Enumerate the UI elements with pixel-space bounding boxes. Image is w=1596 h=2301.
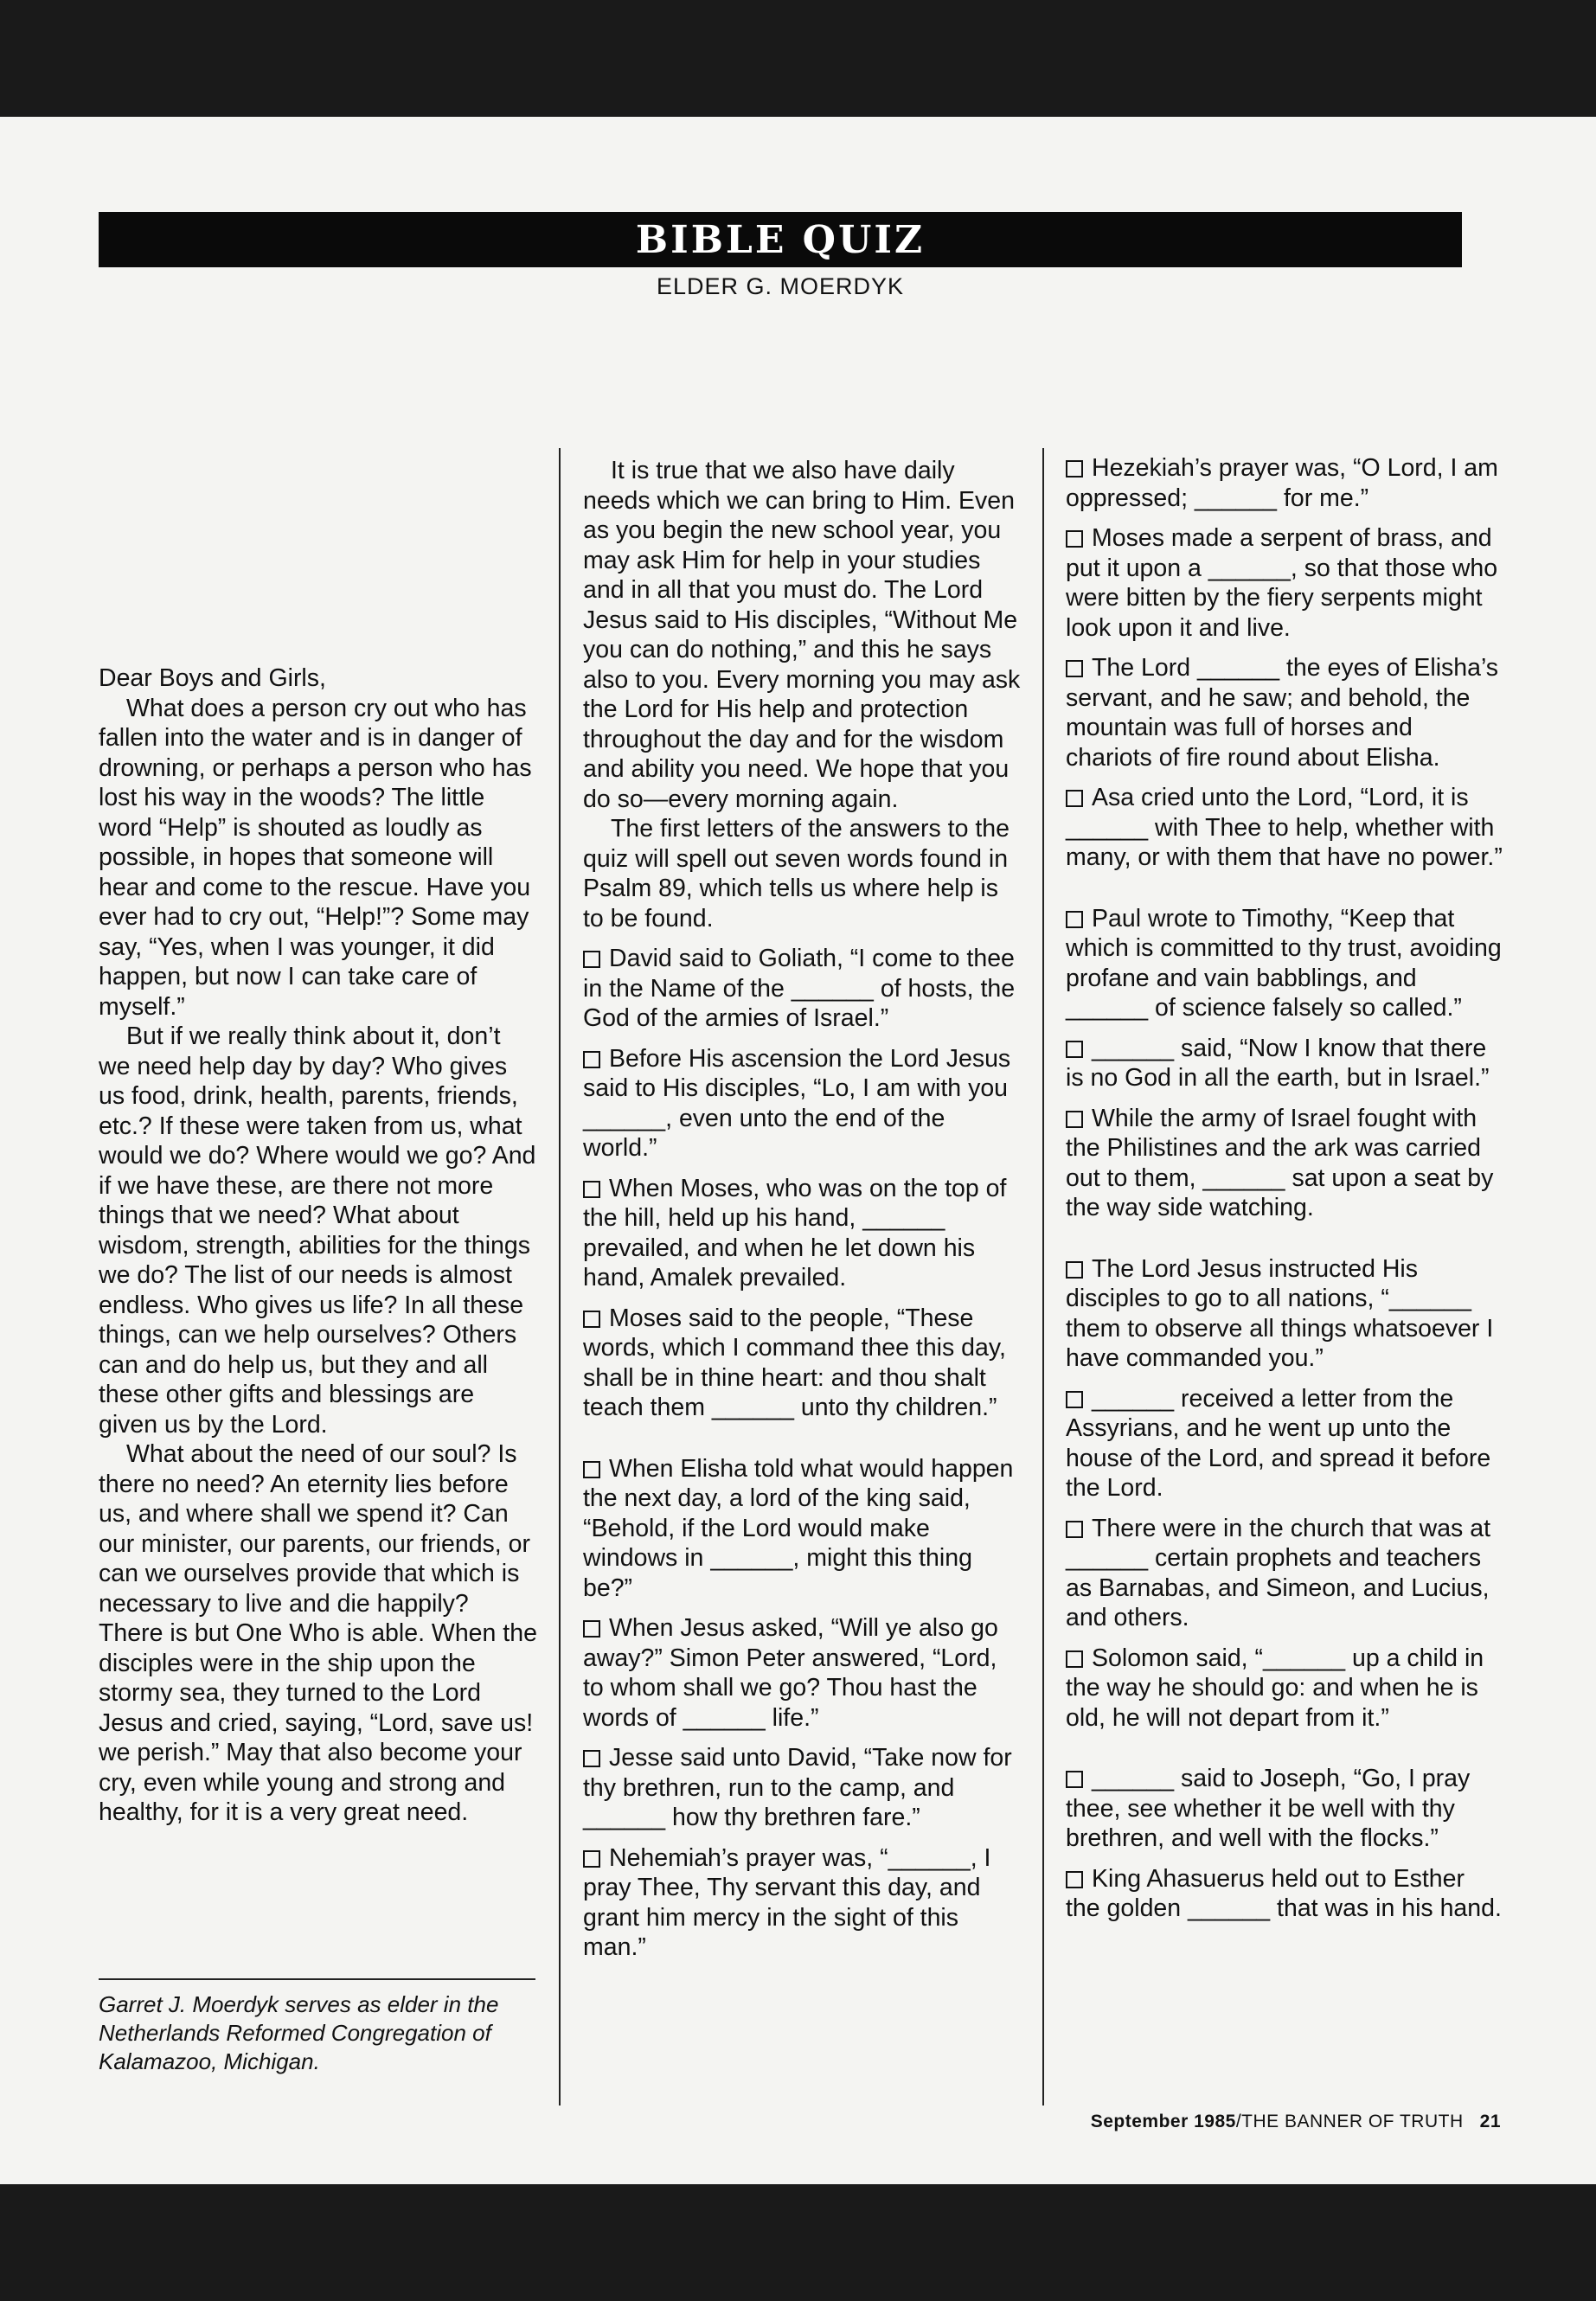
paragraph: It is true that we also have daily needs which we can bring to Him. Even as you begin the new school year, you may ask Him for help in your studies and in all that you must do. The Lord Jesus said to His disciples, “Without Me you can do nothing,” and this he says also to you. Every morning you may ask the Lord for His help and protection throughout the day and for the wisdom and ability you need. We hope that you do so—every morning again.	[583, 457, 1021, 813]
question-text: Moses said to the people, “These words, which I command thee this day, shall be in thine heart: and thou shalt teach them ______ unto thy children.”	[583, 1304, 1006, 1421]
question-text: When Moses, who was on the top of the hill, held up his hand, ______ prevailed, and when he let down his hand, Amalek prevailed.	[583, 1174, 1007, 1292]
checkbox-icon[interactable]	[1066, 1111, 1083, 1128]
quiz-question	[583, 944, 1022, 1034]
question-text: There were in the church that was at ______ certain prophets and teachers as Barnabas, and Simeon, and Lucius, and others.	[1066, 1514, 1490, 1631]
checkbox-icon[interactable]	[583, 1181, 600, 1198]
question-text: Moses made a serpent of brass, and put it upon a ______, so that those who were bitten by the fiery serpents might look upon it and live.	[1066, 524, 1498, 642]
column-intro	[99, 663, 538, 1828]
checkbox-icon[interactable]	[583, 1311, 600, 1328]
checkbox-icon[interactable]	[583, 951, 600, 968]
quiz-question	[1066, 523, 1505, 643]
question-text: ______ said, “Now I know that there is no God in all the earth, but in Israel.”	[1066, 1034, 1490, 1092]
quiz-question	[1066, 653, 1505, 772]
question-text: When Elisha told what would happen the next day, a lord of the king said, “Behold, if the Lord would make windows in ______, might this thing be?”	[583, 1454, 1014, 1602]
question-text: ______ said to Joseph, “Go, I pray thee, see whether it be well with thy brethren, and well with the flocks.”	[1066, 1765, 1471, 1852]
quiz-question	[1066, 1764, 1505, 1854]
quiz-question	[1066, 1864, 1505, 1924]
column-divider	[559, 448, 561, 2106]
question-text: Paul wrote to Timothy, “Keep that which is committed to thy trust, avoiding profane and vain babblings, and ______ of science falsely so called.”	[1066, 904, 1502, 1022]
checkbox-icon[interactable]	[1066, 1650, 1083, 1668]
quiz-question	[1066, 1254, 1505, 1374]
quiz-question	[1066, 904, 1505, 1023]
question-text: Solomon said, “______ up a child in the way he should go: and when he is old, he will not depart from it.”	[1066, 1644, 1484, 1732]
checkbox-icon[interactable]	[583, 1850, 600, 1868]
quiz-question	[583, 1304, 1022, 1423]
paragraph: But if we really think about it, don’t we need help day by day? Who gives us food, drink, health, parents, friends, etc.? If these were taken from us, what would we do? Where would we go? And if we have these, are there not more things that we need? What about wisdom, strength, abilities for the things we do? The list of our needs is almost endless. Who gives us life? In all these things, can we help ourselves? Others can and do help us, but they and all these other gifts and blessings are given us by the Lord.	[99, 1022, 536, 1439]
checkbox-icon[interactable]	[583, 1051, 600, 1068]
question-text: Before His ascension the Lord Jesus said to His disciples, “Lo, I am with you ______, even unto the end of the world.”	[583, 1044, 1011, 1162]
checkbox-icon[interactable]	[1066, 460, 1083, 478]
question-text: The Lord ______ the eyes of Elisha’s servant, and he saw; and behold, the mountain was full of horses and chariots of fire round about Elisha.	[1066, 654, 1499, 772]
question-text: David said to Goliath, “I come to thee in the Name of the ______ of hosts, the God of the armies of Israel.”	[583, 945, 1016, 1032]
checkbox-icon[interactable]	[583, 1461, 600, 1478]
column-divider	[1042, 448, 1044, 2106]
question-text: King Ahasuerus held out to Esther the golden ______ that was in his hand.	[1066, 1864, 1502, 1922]
checkbox-icon[interactable]	[1066, 1771, 1083, 1788]
paragraph: What does a person cry out who has fallen into the water and is in danger of drowning, or perhaps a person who has lost his way in the woods? The little word “Help” is shouted as loudly as possible, in hopes that someone will hear and come to the rescue. Have you ever had to cry out, “Help!”? Some may say, “Yes, when I was younger, it did happen, but now I can take care of myself.”	[99, 694, 532, 1021]
question-text: Nehemiah’s prayer was, “______, I pray Thee, Thy servant this day, and grant him mercy in the sight of this man.”	[583, 1843, 991, 1961]
checkbox-icon[interactable]	[1066, 1871, 1083, 1888]
quiz-question	[1066, 1034, 1505, 1093]
author-bio: Garret J. Moerdyk serves as elder in the Netherlands Reformed Congregation of Kalamazoo, Michigan.	[99, 1991, 499, 2074]
question-text: Jesse said unto David, “Take now for thy brethren, run to the camp, and ______ how thy brethren fare.”	[583, 1744, 1012, 1831]
quiz-question	[1066, 453, 1505, 513]
quiz-question	[1066, 783, 1505, 873]
checkbox-icon[interactable]	[583, 1750, 600, 1767]
page-title: BIBLE QUIZ	[635, 217, 926, 262]
page-footer	[1091, 2112, 1501, 2132]
bio-rule	[99, 1978, 535, 1980]
column-middle	[583, 456, 1022, 1973]
paragraph: What about the need of our soul? Is there no need? An eternity lies before us, and where shall we spend it? Can our minister, our parents, our friends, or can we ourselves provide that which is necessary to live and die happily? There is but One Who is able. When the disciples were in the ship upon the stormy sea, they turned to the Lord Jesus and cried, saying, “Lord, save us! we perish.” May that also become your cry, even while young and strong and healthy, for it is a very great need.	[99, 1440, 537, 1826]
quiz-question	[1066, 1514, 1505, 1633]
publication-name: /THE BANNER OF TRUTH	[1235, 2112, 1464, 2131]
question-text: Hezekiah’s prayer was, “O Lord, I am oppressed; ______ for me.”	[1066, 454, 1498, 512]
question-text: ______ received a letter from the Assyrians, and he went up unto the house of the Lord, and spread it before the Lord.	[1066, 1384, 1491, 1502]
question-text: The Lord Jesus instructed His disciples to go to all nations, “______ them to observe all things whatsoever I have commanded you.”	[1066, 1254, 1494, 1372]
quiz-question	[583, 1174, 1022, 1293]
checkbox-icon[interactable]	[1066, 790, 1083, 807]
checkbox-icon[interactable]	[1066, 1521, 1083, 1538]
title-banner	[99, 212, 1462, 267]
quiz-question	[1066, 1644, 1505, 1734]
checkbox-icon[interactable]	[1066, 1261, 1083, 1279]
paragraph: The first letters of the answers to the quiz will spell out seven words found in Psalm 89, which tells us where help is to be found.	[583, 815, 1010, 933]
quiz-question	[583, 1044, 1022, 1163]
quiz-question	[1066, 1104, 1505, 1223]
question-text: Asa cried unto the Lord, “Lord, it is ______ with Thee to help, whether with many, or with them that have no power.”	[1066, 784, 1503, 871]
checkbox-icon[interactable]	[1066, 660, 1083, 677]
question-text: When Jesus asked, “Will ye also go away?” Simon Peter answered, “Lord, to whom shall we go? Thou hast the words of ______ life.”	[583, 1614, 998, 1732]
checkbox-icon[interactable]	[1066, 911, 1083, 928]
page-number: 21	[1479, 2112, 1501, 2131]
greeting: Dear Boys and Girls,	[99, 664, 326, 692]
question-text: While the army of Israel fought with the Philistines and the ark was carried out to them, ______ sat upon a seat by the way side watching.	[1066, 1104, 1494, 1221]
author-byline: ELDER G. MOERDYK	[656, 273, 905, 299]
quiz-question	[583, 1743, 1022, 1833]
checkbox-icon[interactable]	[583, 1620, 600, 1638]
quiz-question	[1066, 1384, 1505, 1503]
column-right	[1066, 453, 1505, 1934]
checkbox-icon[interactable]	[1066, 530, 1083, 548]
issue-date: September 1985	[1090, 2112, 1236, 2131]
quiz-question	[583, 1843, 1022, 1963]
checkbox-icon[interactable]	[1066, 1391, 1083, 1408]
quiz-question	[583, 1613, 1022, 1733]
quiz-question	[583, 1454, 1022, 1604]
checkbox-icon[interactable]	[1066, 1041, 1083, 1058]
